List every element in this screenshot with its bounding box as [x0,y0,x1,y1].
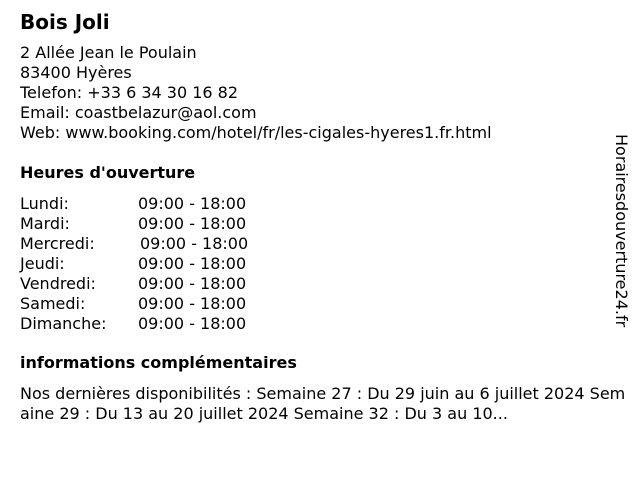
address-street: 2 Allée Jean le Poulain [20,43,197,62]
hours-day: Mercredi: [20,234,95,253]
hours-day: Dimanche: [20,314,107,333]
hours-time: 09:00 - 18:00 [138,294,247,313]
address-city: 83400 Hyères [20,63,132,82]
hours-row-dimanche [20,314,248,334]
hours-day: Mardi: [20,214,70,233]
business-name: Bois Joli [20,10,110,34]
info-text: Nos dernières disponibilités : Semaine 27 : Du 29 juin au 6 juillet 2024 Semaine 29 : Du 13 au 20 juillet 2024 Semaine 32 : Du 3 au 10... [20,384,626,423]
side-brand-text: Horairesdouverture24.fr [612,134,631,328]
hours-day: Jeudi: [20,254,65,273]
hours-time: 09:00 - 18:00 [138,274,247,293]
hours-heading: Heures d'ouverture [20,163,196,182]
hours-time: 09:00 - 18:00 [138,194,247,213]
hours-day: Lundi: [20,194,69,213]
hours-time: 09:00 - 18:00 [140,234,249,253]
website-text[interactable]: Web: www.booking.com/hotel/fr/les-cigales-hyeres1.fr.html [20,123,492,142]
info-heading: informations complémentaires [20,353,297,372]
hours-time: 09:00 - 18:00 [138,254,247,273]
hours-row-mercredi [20,234,248,254]
hours-time: 09:00 - 18:00 [138,314,247,333]
hours-day: Samedi: [20,294,86,313]
hours-row-vendredi [20,274,248,294]
hours-row-samedi [20,294,248,314]
hours-table [20,194,248,334]
hours-day: Vendredi: [20,274,96,293]
hours-row-mardi [20,214,248,234]
contact-block [20,43,492,143]
hours-row-jeudi [20,254,248,274]
hours-row-lundi [20,194,248,214]
phone-text[interactable]: Telefon: +33 6 34 30 16 82 [20,83,239,102]
email-text[interactable]: Email: coastbelazur@aol.com [20,103,257,122]
hours-time: 09:00 - 18:00 [138,214,247,233]
